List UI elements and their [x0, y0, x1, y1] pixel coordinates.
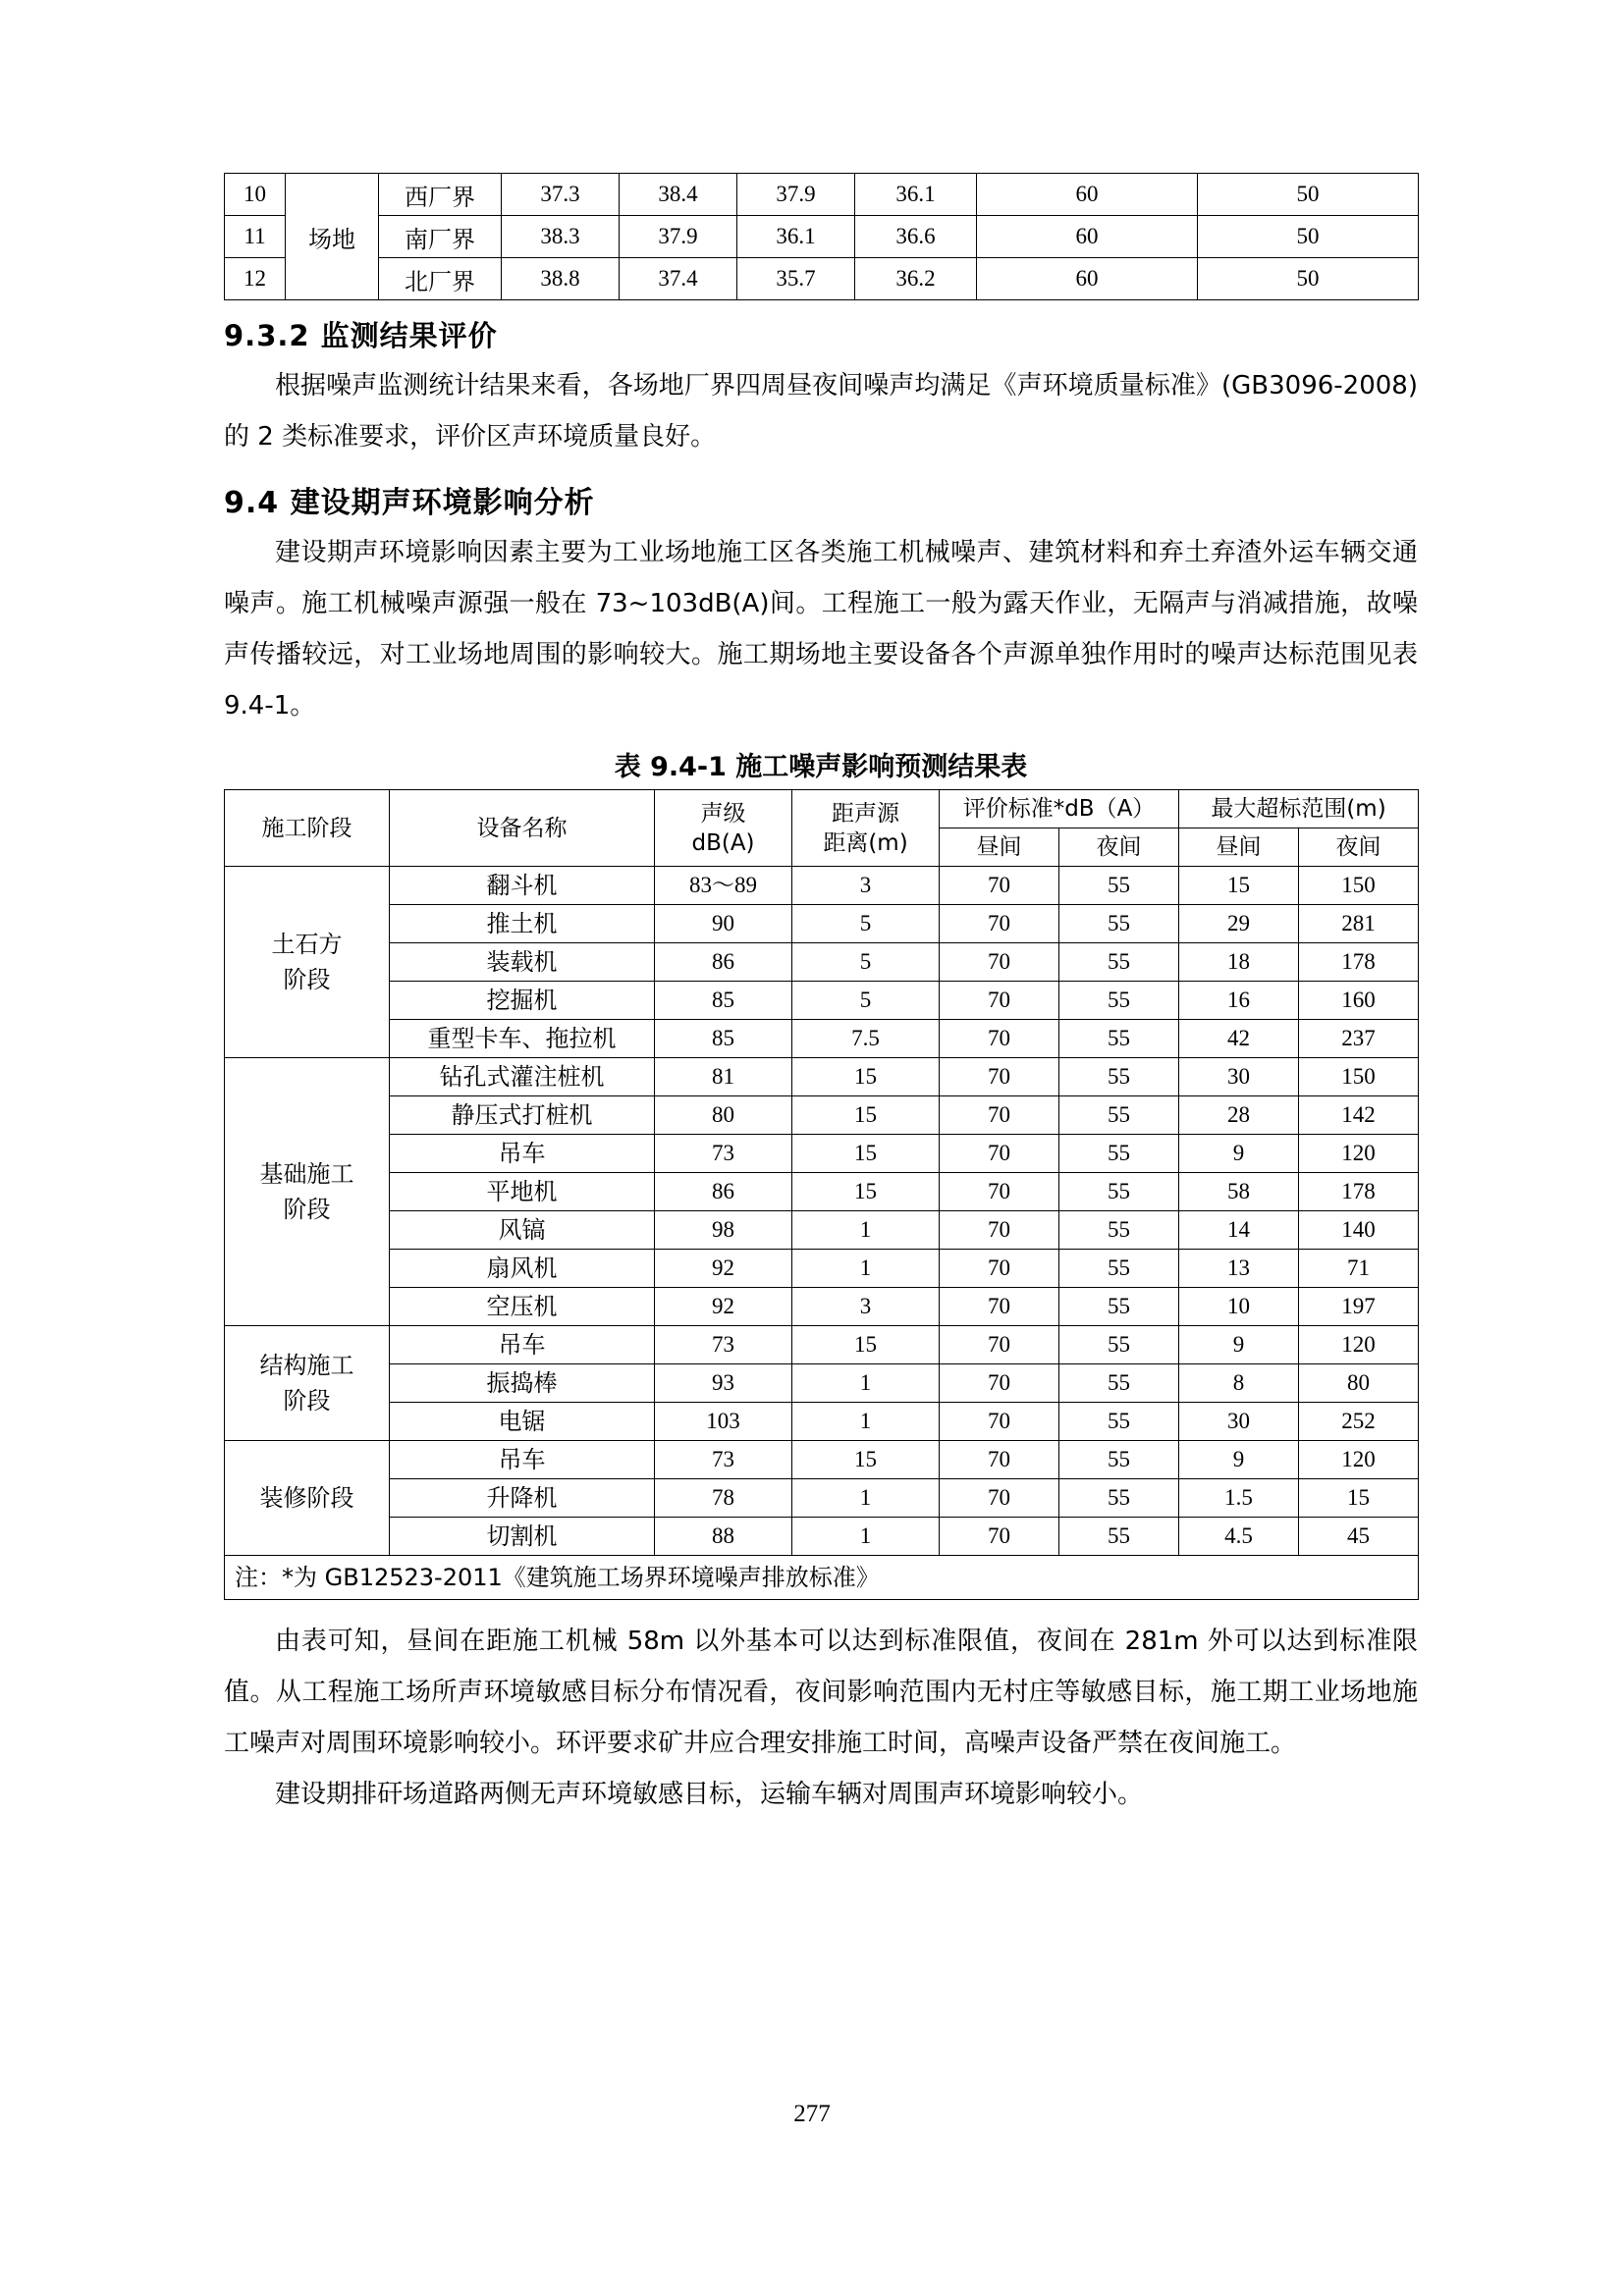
std-night: 55	[1059, 1250, 1179, 1288]
sound-level: 92	[655, 1250, 792, 1288]
range-day: 30	[1179, 1403, 1299, 1441]
stage-structure	[225, 1326, 390, 1441]
row-v3: 35.7	[737, 258, 855, 300]
table-row	[225, 258, 1419, 300]
std-day: 70	[940, 867, 1059, 905]
sound-level: 98	[655, 1211, 792, 1250]
sound-level: 92	[655, 1288, 792, 1326]
row-v2: 38.4	[620, 174, 737, 216]
std-day: 70	[940, 1288, 1059, 1326]
table-note-row	[225, 1556, 1419, 1600]
sound-level: 81	[655, 1058, 792, 1096]
range-night: 80	[1299, 1364, 1419, 1403]
stage-line: 结构施工	[259, 1352, 354, 1379]
row-day-standard: 60	[977, 174, 1198, 216]
sound-level: 86	[655, 1173, 792, 1211]
sound-level: 73	[655, 1441, 792, 1479]
row-no: 12	[225, 258, 286, 300]
header-sound-level-line2: dB(A)	[691, 829, 755, 856]
range-night: 71	[1299, 1250, 1419, 1288]
header-stage: 施工阶段	[225, 790, 390, 867]
row-night-standard: 50	[1198, 174, 1419, 216]
std-night: 55	[1059, 905, 1179, 943]
table-row	[225, 982, 1419, 1020]
stage-line: 阶段	[283, 966, 331, 993]
std-day: 70	[940, 943, 1059, 982]
header-distance	[792, 790, 940, 867]
range-night: 150	[1299, 867, 1419, 905]
table-row	[225, 1364, 1419, 1403]
std-day: 70	[940, 905, 1059, 943]
range-day: 8	[1179, 1364, 1299, 1403]
range-night: 150	[1299, 1058, 1419, 1096]
header-max-range: 最大超标范围(m)	[1179, 790, 1419, 828]
std-day: 70	[940, 1058, 1059, 1096]
paragraph-monitoring-evaluation: 根据噪声监测统计结果来看，各场地厂界四周昼夜间噪声均满足《声环境质量标准》(GB3096-2008)的 2 类标准要求，评价区声环境质量良好。	[224, 371, 1418, 452]
table-row	[225, 867, 1419, 905]
table-caption-9-4-1: 表 9.4-1 施工噪声影响预测结果表	[614, 752, 1028, 782]
device-name: 振捣棒	[390, 1364, 655, 1403]
stage-decoration	[225, 1441, 390, 1556]
std-night: 55	[1059, 1326, 1179, 1364]
header-standard: 评价标准*dB（A）	[940, 790, 1179, 828]
range-day: 30	[1179, 1058, 1299, 1096]
row-night-standard: 50	[1198, 258, 1419, 300]
range-day: 58	[1179, 1173, 1299, 1211]
table-row	[225, 905, 1419, 943]
distance: 5	[792, 982, 940, 1020]
std-day: 70	[940, 1096, 1059, 1135]
sound-level: 90	[655, 905, 792, 943]
std-day: 70	[940, 1135, 1059, 1173]
range-night: 142	[1299, 1096, 1419, 1135]
std-day: 70	[940, 1211, 1059, 1250]
range-day: 1.5	[1179, 1479, 1299, 1518]
sound-level: 83～89	[655, 867, 792, 905]
device-name: 扇风机	[390, 1250, 655, 1288]
row-v4: 36.6	[855, 216, 977, 258]
stage-line: 阶段	[283, 1387, 331, 1415]
std-day: 70	[940, 1441, 1059, 1479]
range-day: 18	[1179, 943, 1299, 982]
distance: 15	[792, 1135, 940, 1173]
device-name: 平地机	[390, 1173, 655, 1211]
range-night: 178	[1299, 1173, 1419, 1211]
table-row	[225, 1020, 1419, 1058]
sound-level: 80	[655, 1096, 792, 1135]
stage-line: 阶段	[283, 1196, 331, 1223]
range-day: 13	[1179, 1250, 1299, 1288]
paragraph-conclusion-1: 由表可知，昼间在距施工机械 58m 以外基本可以达到标准限值，夜间在 281m 外可以达到标准限值。从工程施工场所声环境敏感目标分布情况看，夜间影响范围内无村庄等敏感目标，施工期工业场地施工噪声对周围环境影响较小。环评要求矿井应合理安排施工时间，高噪声设备严禁在夜间施工。	[224, 1627, 1418, 1758]
device-name: 电锯	[390, 1403, 655, 1441]
std-night: 55	[1059, 1441, 1179, 1479]
row-v2: 37.4	[620, 258, 737, 300]
device-name: 翻斗机	[390, 867, 655, 905]
range-night: 281	[1299, 905, 1419, 943]
device-name: 重型卡车、拖拉机	[390, 1020, 655, 1058]
sound-level: 88	[655, 1518, 792, 1556]
sound-level: 85	[655, 1020, 792, 1058]
header-distance-line1: 距声源	[832, 800, 899, 827]
distance: 7.5	[792, 1020, 940, 1058]
header-device: 设备名称	[390, 790, 655, 867]
paragraph-construction-noise: 建设期声环境影响因素主要为工业场地施工区各类施工机械噪声、建筑材料和弃土弃渣外运车辆交通噪声。施工机械噪声源强一般在 73~103dB(A)间。工程施工一般为露天作业，无隔声与消减措施，故噪声传播较远，对工业场地周围的影响较大。施工期场地主要设备各个声源单独作用时的噪声达标范围见表 9.4-1。	[224, 538, 1418, 721]
range-day: 42	[1179, 1020, 1299, 1058]
construction-noise-prediction-table	[224, 789, 1419, 1600]
table-row	[225, 1326, 1419, 1364]
range-day: 9	[1179, 1135, 1299, 1173]
table-row	[225, 1096, 1419, 1135]
row-v1: 38.8	[502, 258, 620, 300]
table-row	[225, 1288, 1419, 1326]
table-row	[225, 174, 1419, 216]
stage-line: 装修阶段	[259, 1484, 354, 1512]
range-day: 4.5	[1179, 1518, 1299, 1556]
device-name: 吊车	[390, 1326, 655, 1364]
header-range-night: 夜间	[1299, 828, 1419, 867]
range-day: 10	[1179, 1288, 1299, 1326]
distance: 1	[792, 1364, 940, 1403]
distance: 1	[792, 1211, 940, 1250]
std-night: 55	[1059, 1364, 1179, 1403]
distance: 1	[792, 1403, 940, 1441]
device-name: 切割机	[390, 1518, 655, 1556]
table-row	[225, 1441, 1419, 1479]
table-row	[225, 1173, 1419, 1211]
distance: 5	[792, 943, 940, 982]
distance: 1	[792, 1479, 940, 1518]
row-v1: 38.3	[502, 216, 620, 258]
range-night: 15	[1299, 1479, 1419, 1518]
range-night: 120	[1299, 1326, 1419, 1364]
row-v3: 37.9	[737, 174, 855, 216]
std-night: 55	[1059, 1479, 1179, 1518]
row-v2: 37.9	[620, 216, 737, 258]
table-row	[225, 1403, 1419, 1441]
table-header-row	[225, 790, 1419, 828]
row-day-standard: 60	[977, 258, 1198, 300]
device-name: 推土机	[390, 905, 655, 943]
table-row	[225, 943, 1419, 982]
range-night: 237	[1299, 1020, 1419, 1058]
device-name: 风镐	[390, 1211, 655, 1250]
sound-level: 85	[655, 982, 792, 1020]
std-day: 70	[940, 1403, 1059, 1441]
row-night-standard: 50	[1198, 216, 1419, 258]
page-content	[224, 173, 1418, 1820]
std-night: 55	[1059, 1173, 1179, 1211]
row-site: 场地	[286, 174, 379, 300]
std-night: 55	[1059, 1058, 1179, 1096]
range-night: 178	[1299, 943, 1419, 982]
std-day: 70	[940, 1173, 1059, 1211]
stage-earthwork	[225, 867, 390, 1058]
device-name: 空压机	[390, 1288, 655, 1326]
range-day: 28	[1179, 1096, 1299, 1135]
range-day: 15	[1179, 867, 1299, 905]
range-day: 14	[1179, 1211, 1299, 1250]
stage-foundation	[225, 1058, 390, 1326]
row-day-standard: 60	[977, 216, 1198, 258]
distance: 3	[792, 867, 940, 905]
row-no: 11	[225, 216, 286, 258]
std-night: 55	[1059, 1135, 1179, 1173]
device-name: 吊车	[390, 1441, 655, 1479]
row-boundary: 北厂界	[379, 258, 502, 300]
std-day: 70	[940, 1250, 1059, 1288]
paragraph-conclusion-2: 建设期排矸场道路两侧无声环境敏感目标，运输车辆对周围声环境影响较小。	[275, 1780, 1144, 1809]
std-night: 55	[1059, 1403, 1179, 1441]
std-day: 70	[940, 1020, 1059, 1058]
distance: 15	[792, 1058, 940, 1096]
std-day: 70	[940, 1326, 1059, 1364]
std-day: 70	[940, 1479, 1059, 1518]
distance: 15	[792, 1326, 940, 1364]
row-boundary: 西厂界	[379, 174, 502, 216]
device-name: 装载机	[390, 943, 655, 982]
header-sound-level-line1: 声级	[700, 800, 746, 827]
std-day: 70	[940, 1364, 1059, 1403]
header-range-day: 昼间	[1179, 828, 1299, 867]
sound-level: 73	[655, 1135, 792, 1173]
header-distance-line2: 距离(m)	[823, 829, 908, 856]
row-v1: 37.3	[502, 174, 620, 216]
table-row	[225, 1479, 1419, 1518]
std-night: 55	[1059, 867, 1179, 905]
range-day: 16	[1179, 982, 1299, 1020]
header-standard-night: 夜间	[1059, 828, 1179, 867]
table-row	[225, 1058, 1419, 1096]
row-v3: 36.1	[737, 216, 855, 258]
page-number: 277	[793, 2101, 831, 2127]
section-heading-9-3-2: 9.3.2 监测结果评价	[224, 319, 498, 352]
sound-level: 86	[655, 943, 792, 982]
device-name: 升降机	[390, 1479, 655, 1518]
range-night: 197	[1299, 1288, 1419, 1326]
distance: 15	[792, 1096, 940, 1135]
header-sound-level	[655, 790, 792, 867]
std-night: 55	[1059, 1020, 1179, 1058]
range-day: 9	[1179, 1441, 1299, 1479]
range-night: 120	[1299, 1441, 1419, 1479]
range-day: 29	[1179, 905, 1299, 943]
distance: 5	[792, 905, 940, 943]
sound-level: 78	[655, 1479, 792, 1518]
device-name: 挖掘机	[390, 982, 655, 1020]
device-name: 静压式打桩机	[390, 1096, 655, 1135]
range-night: 45	[1299, 1518, 1419, 1556]
distance: 15	[792, 1173, 940, 1211]
row-v4: 36.2	[855, 258, 977, 300]
std-day: 70	[940, 1518, 1059, 1556]
table-row	[225, 216, 1419, 258]
std-night: 55	[1059, 1211, 1179, 1250]
table-row	[225, 1250, 1419, 1288]
range-night: 120	[1299, 1135, 1419, 1173]
distance: 3	[792, 1288, 940, 1326]
row-boundary: 南厂界	[379, 216, 502, 258]
row-no: 10	[225, 174, 286, 216]
stage-line: 基础施工	[259, 1160, 354, 1188]
range-night: 160	[1299, 982, 1419, 1020]
table-row	[225, 1211, 1419, 1250]
range-day: 9	[1179, 1326, 1299, 1364]
sound-level: 103	[655, 1403, 792, 1441]
table-row	[225, 1135, 1419, 1173]
sound-level: 73	[655, 1326, 792, 1364]
noise-monitoring-table	[224, 173, 1419, 300]
table-row	[225, 1518, 1419, 1556]
distance: 1	[792, 1518, 940, 1556]
stage-line: 土石方	[271, 931, 343, 958]
std-night: 55	[1059, 1096, 1179, 1135]
std-night: 55	[1059, 1288, 1179, 1326]
sound-level: 93	[655, 1364, 792, 1403]
device-name: 吊车	[390, 1135, 655, 1173]
header-standard-day: 昼间	[940, 828, 1059, 867]
std-night: 55	[1059, 982, 1179, 1020]
distance: 15	[792, 1441, 940, 1479]
range-night: 140	[1299, 1211, 1419, 1250]
distance: 1	[792, 1250, 940, 1288]
row-v4: 36.1	[855, 174, 977, 216]
device-name: 钻孔式灌注桩机	[390, 1058, 655, 1096]
std-night: 55	[1059, 1518, 1179, 1556]
std-day: 70	[940, 982, 1059, 1020]
range-night: 252	[1299, 1403, 1419, 1441]
table-note: 注：*为 GB12523-2011《建筑施工场界环境噪声排放标准》	[225, 1556, 1419, 1600]
std-night: 55	[1059, 943, 1179, 982]
section-heading-9-4: 9.4 建设期声环境影响分析	[224, 486, 595, 520]
